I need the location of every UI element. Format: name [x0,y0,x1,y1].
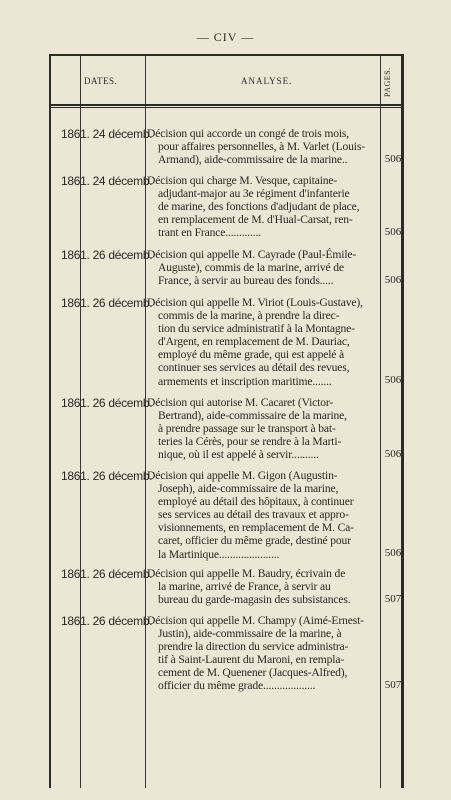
analysis-line: la marine, arrivé de France, à servir au [158,580,331,594]
entry-page: 506 [384,448,402,460]
header-rule [51,107,401,108]
entry-page: 506 [384,153,402,165]
entry-date: 1861. 26 décemb. [61,469,153,483]
analysis-line: tion du service administratif à la Montagne- [158,322,355,336]
analysis-line: caret, officier du même grade, destiné pour [158,534,351,548]
analysis-line: Bertrand), aide-commissaire de la marine, [158,409,347,423]
analysis-line: Décision qui appelle M. Gigon (Augustin- [147,469,338,482]
analysis-line: Décision qui autorise M. Cacaret (Victor- [147,396,334,409]
analysis-line: Décision qui appelle M. Baudry, écrivain de [147,567,346,580]
entry-analysis [147,174,378,239]
entry-page: 506 [384,274,402,286]
entry-analysis [147,396,378,461]
column-rule [145,56,146,788]
analysis-line: tif à Saint-Laurent du Maroni, en rempla- [158,653,345,667]
analysis-line: commis de la marine, à prendre la direc- [158,309,340,323]
column-header-analyse: ANALYSE. [241,76,293,86]
entry-date: 1861. 26 décemb. [61,248,153,262]
column-rule [380,56,381,788]
analysis-line: en remplacement de M. d'Hual-Carsat, ren- [158,213,353,227]
entry-date: 1861. 26 décemb. [61,567,153,581]
entry-analysis [147,469,378,561]
entry-page: 507 [384,593,402,605]
column-header-pages: PAGES. [383,67,392,97]
entry-page: 506 [384,374,402,386]
entry-analysis [147,567,378,606]
analysis-line: Décision qui appelle M. Viriot (Louis-Gustave), [147,296,363,309]
analysis-line: France, à servir au bureau des fonds..... [158,274,334,288]
page-number: — CIV — [196,30,255,44]
entry-date: 1861. 26 décemb. [61,296,153,310]
analysis-line: Décision qui charge M. Vesque, capitaine- [147,174,338,187]
analysis-line: bureau du garde-magasin des subsistances. [158,593,351,607]
entry-analysis [147,248,378,287]
analysis-line: employé du même grade, qui est appelé à [158,348,345,362]
analysis-line: ses services au détail des travaux et appro- [158,508,349,522]
entry-analysis [147,127,378,166]
entry-date: 1861. 24 décemb. [61,174,153,188]
analysis-line: nique, où il est appelé à servir.......... [158,448,319,462]
column-header-dates: DATES. [84,76,118,86]
analysis-line: de marine, des fonctions d'adjudant de place, [158,200,360,214]
analysis-line: continuer ses services au détail des revues, [158,361,350,375]
analysis-line: la Martinique...................... [158,547,280,561]
entry-analysis [147,296,378,388]
analysis-line: trant en France............. [158,226,262,240]
analysis-line: d'Argent, en remplacement de M. Dauriac, [158,335,350,349]
analysis-line: visionnements, en remplacement de M. Ca- [158,521,354,535]
register-table [49,54,404,788]
entry-analysis [147,614,378,693]
analysis-line: Joseph), aide-commissaire de la marine, [158,482,339,496]
analysis-line: à prendre passage sur le transport à bat- [158,422,336,436]
column-rule [80,56,81,788]
entry-page: 506 [384,547,402,559]
analysis-line: Décision qui accorde un congé de trois mois, [147,127,350,140]
entry-date: 1861. 26 décemb. [61,396,153,410]
analysis-line: Auguste), commis de la marine, arrivé de [158,261,344,275]
entry-page: 506 [384,226,402,238]
analysis-line: Décision qui appelle M. Cayrade (Paul-Émile- [147,248,357,261]
analysis-line: Décision qui appelle M. Champy (Aimé-Ernest- [147,614,364,627]
analysis-line: officier du même grade................... [158,679,316,693]
entry-page: 507 [384,679,402,691]
analysis-line: Justin), aide-commissaire de la marine, à [158,627,342,641]
analysis-line: pour affaires personnelles, à M. Varlet (Louis- [158,140,365,154]
analysis-line: prendre la direction du service administra- [158,640,349,654]
analysis-line: adjudant-major au 3e régiment d'infanterie [158,187,350,201]
analysis-line: armements et inscription maritime....... [158,374,332,388]
analysis-line: teries la Cérès, pour se rendre à la Marti- [158,435,342,449]
analysis-line: Armand), aide-commissaire de la marine.. [158,153,348,167]
entry-date: 1861. 24 décemb. [61,127,153,141]
entry-date: 1861. 26 décemb. [61,614,153,628]
analysis-line: cement de M. Quenener (Jacques-Alfred), [158,666,348,680]
header-rule [51,104,401,106]
analysis-line: employé au détail des hôpitaux, à continuer [158,495,354,509]
